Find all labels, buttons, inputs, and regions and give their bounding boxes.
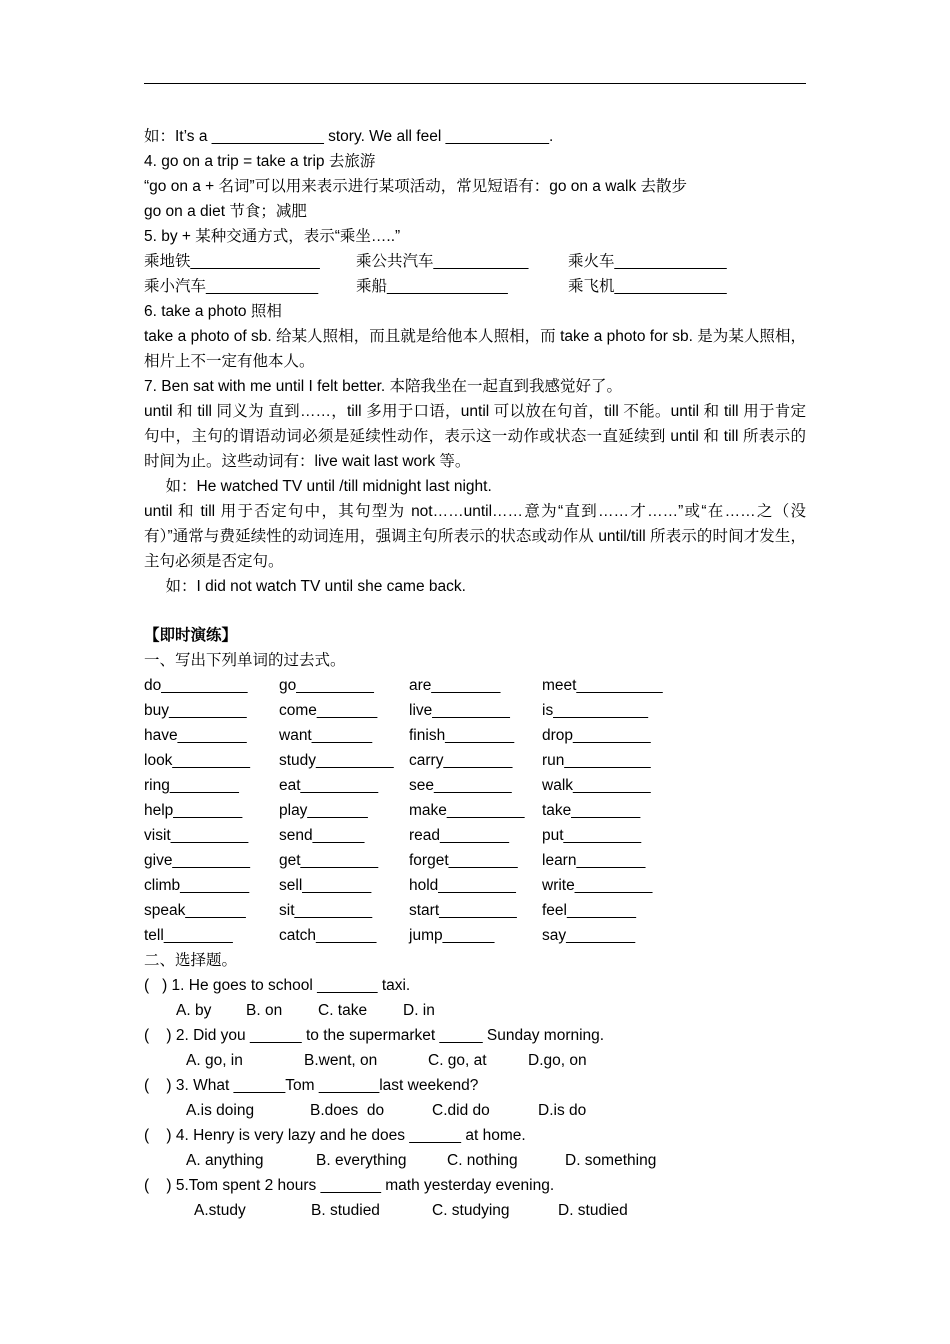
word-blank: say________	[542, 927, 636, 944]
word-blank: come_______	[279, 702, 378, 719]
item4-title: 4. go on a trip = take a trip 去旅游	[144, 153, 376, 170]
item6-title: 6. take a photo 照相	[144, 303, 282, 320]
word-blank: tell________	[144, 927, 233, 944]
word-blank: jump______	[409, 927, 495, 944]
option: A.study	[194, 1202, 246, 1219]
word-blank: put_________	[542, 827, 642, 844]
word-row	[144, 848, 806, 873]
word-row	[144, 723, 806, 748]
item7-title: 7. Ben sat with me until I felt better. 本陪我坐在一起直到我感觉好了。	[144, 378, 623, 395]
word-blank: run__________	[542, 752, 651, 769]
option: D.go, on	[528, 1052, 587, 1069]
word-blank: study_________	[279, 752, 394, 769]
question-options	[144, 998, 806, 1023]
option: C. go, at	[428, 1052, 487, 1069]
word-blank: help________	[144, 802, 243, 819]
word-blank: drop_________	[542, 727, 651, 744]
option: D.is do	[538, 1102, 587, 1119]
option: D. something	[565, 1152, 657, 1169]
option: C. nothing	[447, 1152, 518, 1169]
word-blank: speak_______	[144, 902, 246, 919]
word-blank: learn________	[542, 852, 646, 869]
option: A. go, in	[186, 1052, 243, 1069]
word-blank: walk_________	[542, 777, 651, 794]
section-spacer	[144, 599, 806, 623]
item7-paragraph-2: until 和 till 用于否定句中，其句型为 not……until……意为“直到……才……”或“在……之（没有）”通常与费延续性的动词连用，强调主句所表示的状态或动作从 until/till 所表示的时间才发生，主句必须是否定句。	[144, 503, 806, 570]
word-row	[144, 798, 806, 823]
word-blank: feel________	[542, 902, 636, 919]
question-stem: ( ) 3. What ______Tom _______last weekend?	[144, 1077, 479, 1094]
section2-title: 二、选择题。	[144, 952, 238, 969]
transport-blank: 乘公共汽车___________	[356, 253, 529, 270]
item5-title: 5. by + 某种交通方式，表示“乘坐…..”	[144, 228, 401, 245]
question-stem: ( ) 4. Henry is very lazy and he does ______ at home.	[144, 1127, 526, 1144]
word-blank: start_________	[409, 902, 517, 919]
word-blank: play_______	[279, 802, 368, 819]
transport-row	[144, 274, 806, 299]
word-row	[144, 823, 806, 848]
option: A. by	[176, 1002, 212, 1019]
word-blank: sell________	[279, 877, 372, 894]
question-1	[144, 973, 806, 1023]
word-blank: climb________	[144, 877, 250, 894]
word-blank: catch_______	[279, 927, 377, 944]
item4-desc2: go on a diet 节食；减肥	[144, 203, 307, 220]
option: D. in	[403, 1002, 435, 1019]
question-stem: ( ) 5.Tom spent 2 hours _______ math yesterday evening.	[144, 1177, 555, 1194]
option: C. studying	[432, 1202, 510, 1219]
word-blank: eat_________	[279, 777, 379, 794]
transport-blank: 乘地铁_______________	[144, 253, 320, 270]
word-row	[144, 673, 806, 698]
question-options	[144, 1048, 806, 1073]
question-stem: ( ) 1. He goes to school _______ taxi.	[144, 977, 411, 994]
option: B. on	[246, 1002, 283, 1019]
transport-blank: 乘火车_____________	[568, 253, 727, 270]
option: B.does do	[310, 1102, 385, 1119]
past-tense-word-grid	[144, 673, 806, 948]
word-blank: see_________	[409, 777, 512, 794]
word-blank: give_________	[144, 852, 251, 869]
word-blank: write_________	[542, 877, 653, 894]
word-blank: hold_________	[409, 877, 516, 894]
header-rule	[144, 83, 806, 84]
question-5	[144, 1173, 806, 1223]
item7-paragraph-1: until 和 till 同义为 直到……，till 多用于口语，until 可以放在句首，till 不能。until 和 till 用于肯定句中，主句的谓语动词必须是延续性动作，表示这一动作或状态一直延续到 until 和 till 所表示的时间为止。这些动词有：live wait last work 等。	[144, 403, 806, 470]
word-row	[144, 923, 806, 948]
item7-example-1: 如：He watched TV until /till midnight last night.	[144, 478, 492, 495]
word-blank: ring________	[144, 777, 239, 794]
document-body	[144, 124, 806, 1223]
word-blank: get_________	[279, 852, 379, 869]
word-row	[144, 873, 806, 898]
word-blank: read________	[409, 827, 509, 844]
word-blank: forget________	[409, 852, 518, 869]
item4-desc: “go on a + 名词”可以用来表示进行某项活动，常见短语有：go on a walk 去散步	[144, 178, 688, 195]
question-3	[144, 1073, 806, 1123]
option: B.went, on	[304, 1052, 378, 1069]
transport-blank: 乘飞机_____________	[568, 278, 727, 295]
option: B. everything	[316, 1152, 407, 1169]
transport-row	[144, 249, 806, 274]
question-stem: ( ) 2. Did you ______ to the supermarket _____ Sunday morning.	[144, 1027, 605, 1044]
question-2	[144, 1023, 806, 1073]
question-options	[144, 1198, 806, 1223]
word-blank: meet__________	[542, 677, 663, 694]
question-options	[144, 1148, 806, 1173]
word-blank: want_______	[279, 727, 373, 744]
example-line: 如：It’s a _____________ story. We all feel ____________.	[144, 128, 554, 145]
option: C. take	[318, 1002, 368, 1019]
word-blank: look_________	[144, 752, 251, 769]
word-row	[144, 698, 806, 723]
word-blank: go_________	[279, 677, 374, 694]
question-4	[144, 1123, 806, 1173]
word-blank: carry________	[409, 752, 513, 769]
word-blank: visit_________	[144, 827, 249, 844]
practice-heading: 【即时演练】	[144, 627, 238, 644]
word-row	[144, 748, 806, 773]
question-options	[144, 1098, 806, 1123]
word-blank: is___________	[542, 702, 649, 719]
word-blank: sit_________	[279, 902, 373, 919]
option: B. studied	[311, 1202, 380, 1219]
word-blank: do__________	[144, 677, 248, 694]
item6-desc: take a photo of sb. 给某人照相，而且就是给他本人照相，而 take a photo for sb. 是为某人照相，相片上不一定有他本人。	[144, 328, 806, 370]
item7-example-2: 如：I did not watch TV until she came back.	[144, 578, 466, 595]
word-blank: are________	[409, 677, 501, 694]
word-row	[144, 898, 806, 923]
option: D. studied	[558, 1202, 628, 1219]
section1-title: 一、写出下列单词的过去式。	[144, 652, 346, 669]
word-blank: have________	[144, 727, 247, 744]
word-blank: buy_________	[144, 702, 247, 719]
word-blank: send______	[279, 827, 365, 844]
word-row	[144, 773, 806, 798]
option: A. anything	[186, 1152, 264, 1169]
option: C.did do	[432, 1102, 490, 1119]
word-blank: finish________	[409, 727, 515, 744]
word-blank: make_________	[409, 802, 525, 819]
transport-blank: 乘船______________	[356, 278, 508, 295]
transport-blank: 乘小汽车_____________	[144, 278, 319, 295]
word-blank: take________	[542, 802, 641, 819]
option: A.is doing	[186, 1102, 255, 1119]
word-blank: live_________	[409, 702, 510, 719]
